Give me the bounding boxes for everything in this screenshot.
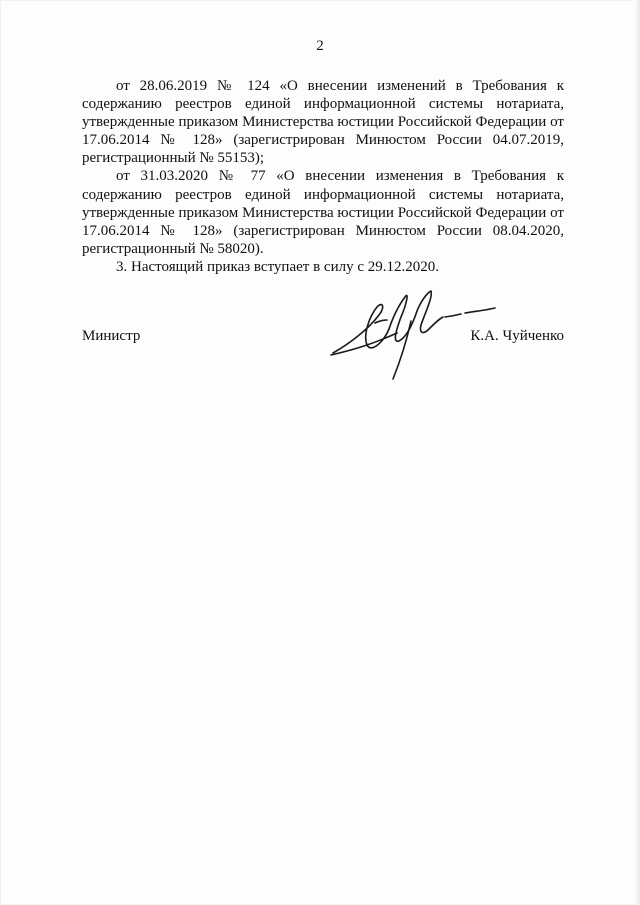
document-body xyxy=(82,77,564,276)
paragraph-amendment-2020: от 31.03.2020 № 77 «О внесении изменения в Требования к содержанию реестров единой информационной системы нотариата, утвержденные приказом Министерства юстиции Российской Федерации от 17.06.2014 № 128» (зарегистрирован Минюстом России 08.04.2020, регистрационный № 58020). xyxy=(82,168,564,257)
paragraph-amendment-2019: от 28.06.2019 № 124 «О внесении изменений в Требования к содержанию реестров единой информационной системы нотариата, утвержденные приказом Министерства юстиции Российской Федерации от 17.06.2014 № 128» (зарегистрирован Минюстом России 04.07.2019, регистрационный № 55153); xyxy=(82,78,564,167)
scan-edge xyxy=(634,0,640,905)
handwritten-signature-icon xyxy=(327,283,497,383)
paragraph-effective-date: 3. Настоящий приказ вступает в силу с 29.12.2020. xyxy=(116,258,439,275)
page-number: 2 xyxy=(316,38,324,54)
signer-name: К.А. Чуйченко xyxy=(470,328,564,344)
signer-title: Министр xyxy=(82,328,141,344)
